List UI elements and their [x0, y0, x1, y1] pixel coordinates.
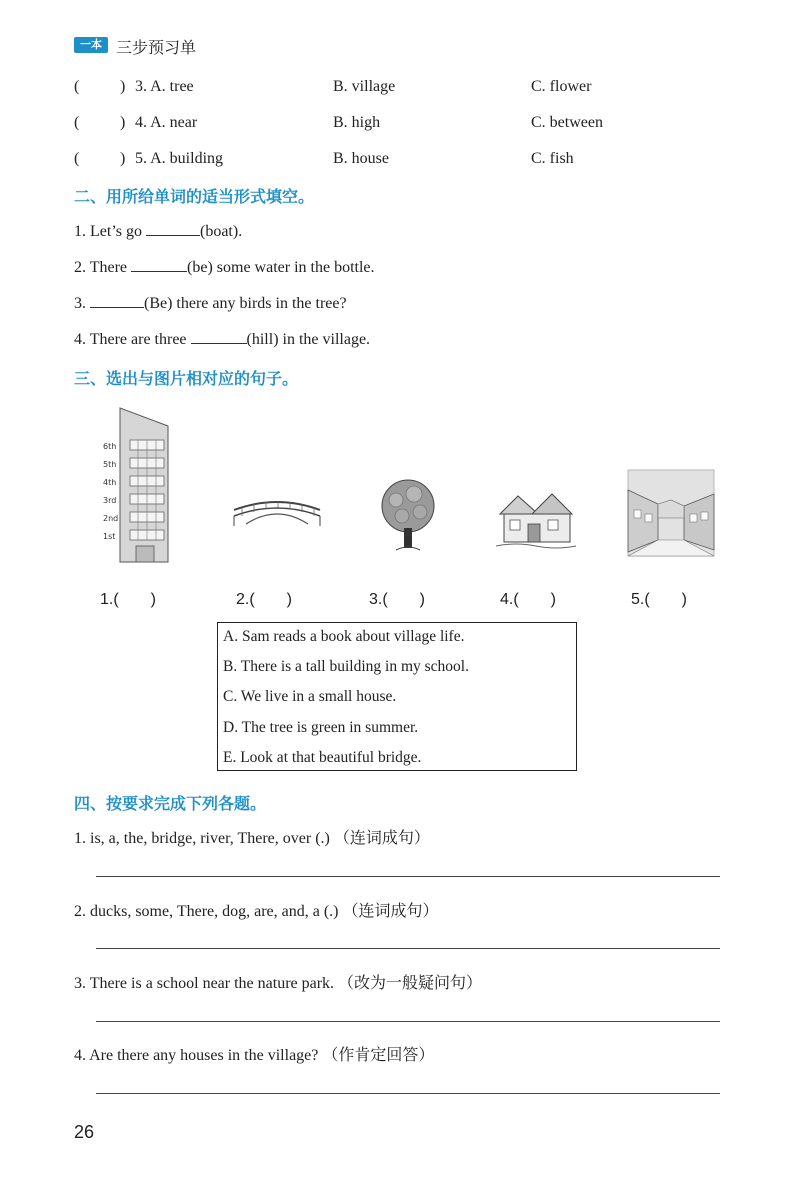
- item-text: 2. There: [74, 259, 132, 276]
- picture-answer-label: 5.( ): [631, 591, 688, 608]
- choice-a: 4. A. near: [135, 114, 198, 131]
- item-text: (be) some water in the bottle.: [187, 259, 375, 276]
- answer-paren-open: (: [74, 150, 80, 167]
- choice-a: 3. A. tree: [135, 78, 194, 95]
- floor-label: 3rd: [103, 496, 117, 505]
- tree-picture: [378, 478, 438, 553]
- house-picture: [496, 490, 576, 550]
- picture-answer-label: 4.( ): [500, 591, 557, 608]
- choice-c: C. fish: [531, 150, 574, 167]
- section-heading: 三、选出与图片相对应的句子。: [74, 369, 299, 388]
- answer-paren-close: ): [120, 150, 126, 167]
- blank-line[interactable]: [146, 221, 200, 236]
- item-text: (boat).: [200, 223, 243, 240]
- item-text: (Be) there any birds in the tree?: [144, 295, 347, 312]
- task-item: 2. ducks, some, There, dog, are, and, a (.) （连词成句）: [74, 903, 439, 920]
- page-header-title: 三步预习单: [116, 38, 197, 57]
- floor-label: 1st: [103, 532, 116, 541]
- picture-answer-label: 3.( ): [369, 591, 426, 608]
- item-text: 4. There are three: [74, 331, 191, 348]
- blank-line[interactable]: [191, 329, 247, 344]
- picture-answer-label: 1.( ): [100, 591, 157, 608]
- fill-blank-item: [74, 221, 242, 241]
- task-item: 4. Are there any houses in the village? （作肯定回答）: [74, 1047, 435, 1064]
- answer-line[interactable]: [96, 1021, 720, 1022]
- options-box: [217, 622, 577, 771]
- task-item: 1. is, a, the, bridge, river, There, over (.) （连词成句）: [74, 830, 430, 847]
- fill-blank-item: [74, 257, 375, 277]
- village-picture: [628, 470, 714, 556]
- answer-line[interactable]: [96, 948, 720, 949]
- answer-line[interactable]: [96, 1093, 720, 1094]
- picture-answer-label: 2.( ): [236, 591, 293, 608]
- option-e: E. Look at that beautiful bridge.: [223, 749, 422, 766]
- section-heading: 四、按要求完成下列各题。: [74, 794, 267, 813]
- choice-c: C. flower: [531, 78, 592, 95]
- floor-label: 4th: [103, 478, 117, 487]
- option-a: A. Sam reads a book about village life.: [223, 628, 465, 645]
- choice-c: C. between: [531, 114, 603, 131]
- choice-b: B. high: [333, 114, 381, 131]
- option-b: B. There is a tall building in my school.: [223, 658, 469, 675]
- choice-b: B. village: [333, 78, 396, 95]
- blank-line[interactable]: [131, 257, 187, 272]
- answer-paren-close: ): [120, 78, 126, 95]
- item-text: (hill) in the village.: [246, 331, 371, 348]
- choice-a: 5. A. building: [135, 150, 224, 167]
- answer-line[interactable]: [96, 876, 720, 877]
- bridge-picture: [232, 496, 322, 530]
- building-picture: [100, 406, 172, 564]
- choice-b: B. house: [333, 150, 389, 167]
- option-c: C. We live in a small house.: [223, 688, 397, 705]
- answer-paren-open: (: [74, 78, 80, 95]
- floor-label: 6th: [103, 442, 117, 451]
- fill-blank-item: [74, 329, 370, 349]
- option-d: D. The tree is green in summer.: [223, 719, 419, 736]
- task-item: 3. There is a school near the nature park. （改为一般疑问句）: [74, 975, 483, 992]
- page-number: 26: [74, 1122, 95, 1142]
- floor-label: 5th: [103, 460, 117, 469]
- item-text: 3.: [74, 295, 90, 312]
- fill-blank-item: [74, 293, 347, 313]
- blank-line[interactable]: [90, 293, 144, 308]
- answer-paren-close: ): [120, 114, 126, 131]
- brand-logo: 一本: [74, 37, 108, 53]
- item-text: 1. Let’s go: [74, 223, 146, 240]
- section-heading: 二、用所给单词的适当形式填空。: [74, 187, 315, 206]
- floor-label: 2nd: [103, 514, 119, 523]
- answer-paren-open: (: [74, 114, 80, 131]
